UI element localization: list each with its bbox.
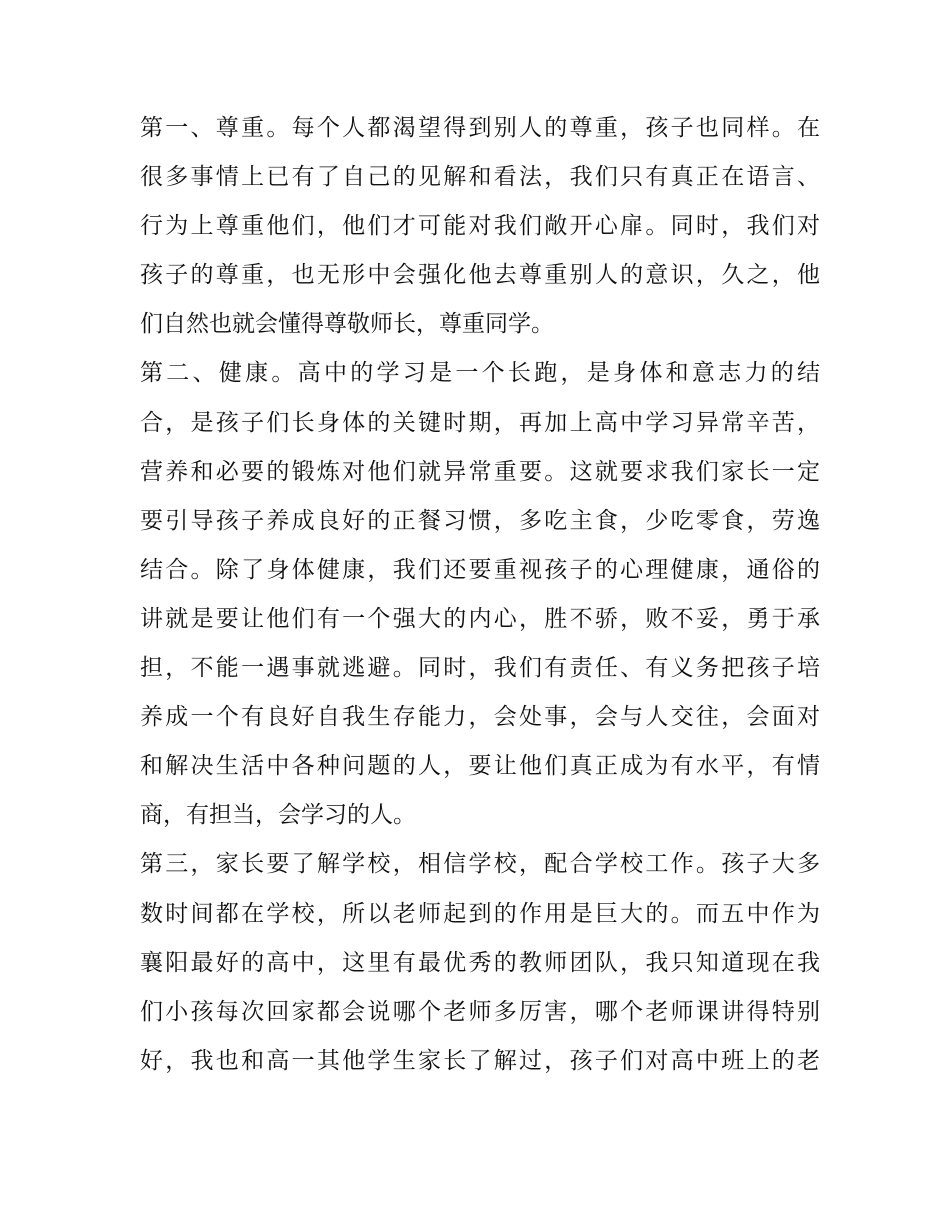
text-line: 结合。除了身体健康，我们还要重视孩子的心理健康，通俗的	[140, 556, 820, 583]
text-line: 们自然也就会懂得尊敬师长，尊重同学。	[140, 311, 554, 338]
text-line: 合，是孩子们长身体的关键时期，再加上高中学习异常辛苦，	[140, 409, 820, 436]
text-line: 第一、尊重。每个人都渴望得到别人的尊重，孩子也同样。在	[140, 115, 820, 141]
text-line: 商，有担当，会学习的人。	[140, 802, 416, 829]
text-line: 好，我也和高一其他学生家长了解过，孩子们对高中班上的老	[140, 1047, 820, 1074]
document-body	[140, 104, 820, 1086]
text-line: 孩子的尊重，也无形中会强化他去尊重别人的意识，久之，他	[140, 262, 820, 289]
text-line: 营养和必要的锻炼对他们就异常重要。这就要求我们家长一定	[140, 458, 820, 485]
text-line: 担，不能一遇事就逃避。同时，我们有责任、有义务把孩子培	[140, 655, 820, 682]
text-line: 们小孩每次回家都会说哪个老师多厉害，哪个老师课讲得特别	[140, 998, 820, 1025]
text-line: 养成一个有良好自我生存能力，会处事，会与人交往，会面对	[140, 704, 820, 731]
text-line: 很多事情上已有了自己的见解和看法，我们只有真正在语言、	[140, 164, 820, 191]
text-line: 和解决生活中各种问题的人，要让他们真正成为有水平，有情	[140, 753, 820, 780]
text-line: 第三，家长要了解学校，相信学校，配合学校工作。孩子大多	[140, 851, 820, 878]
text-line: 第二、健康。高中的学习是一个长跑，是身体和意志力的结	[140, 360, 820, 387]
text-line: 讲就是要让他们有一个强大的内心，胜不骄，败不妥，勇于承	[140, 605, 820, 632]
text-line: 要引导孩子养成良好的正餐习惯，多吃主食，少吃零食，劳逸	[140, 507, 820, 534]
text-line: 数时间都在学校，所以老师起到的作用是巨大的。而五中作为	[140, 900, 820, 927]
text-line: 襄阳最好的高中，这里有最优秀的教师团队，我只知道现在我	[140, 949, 820, 976]
text-line: 行为上尊重他们，他们才可能对我们敞开心扉。同时，我们对	[140, 213, 820, 240]
